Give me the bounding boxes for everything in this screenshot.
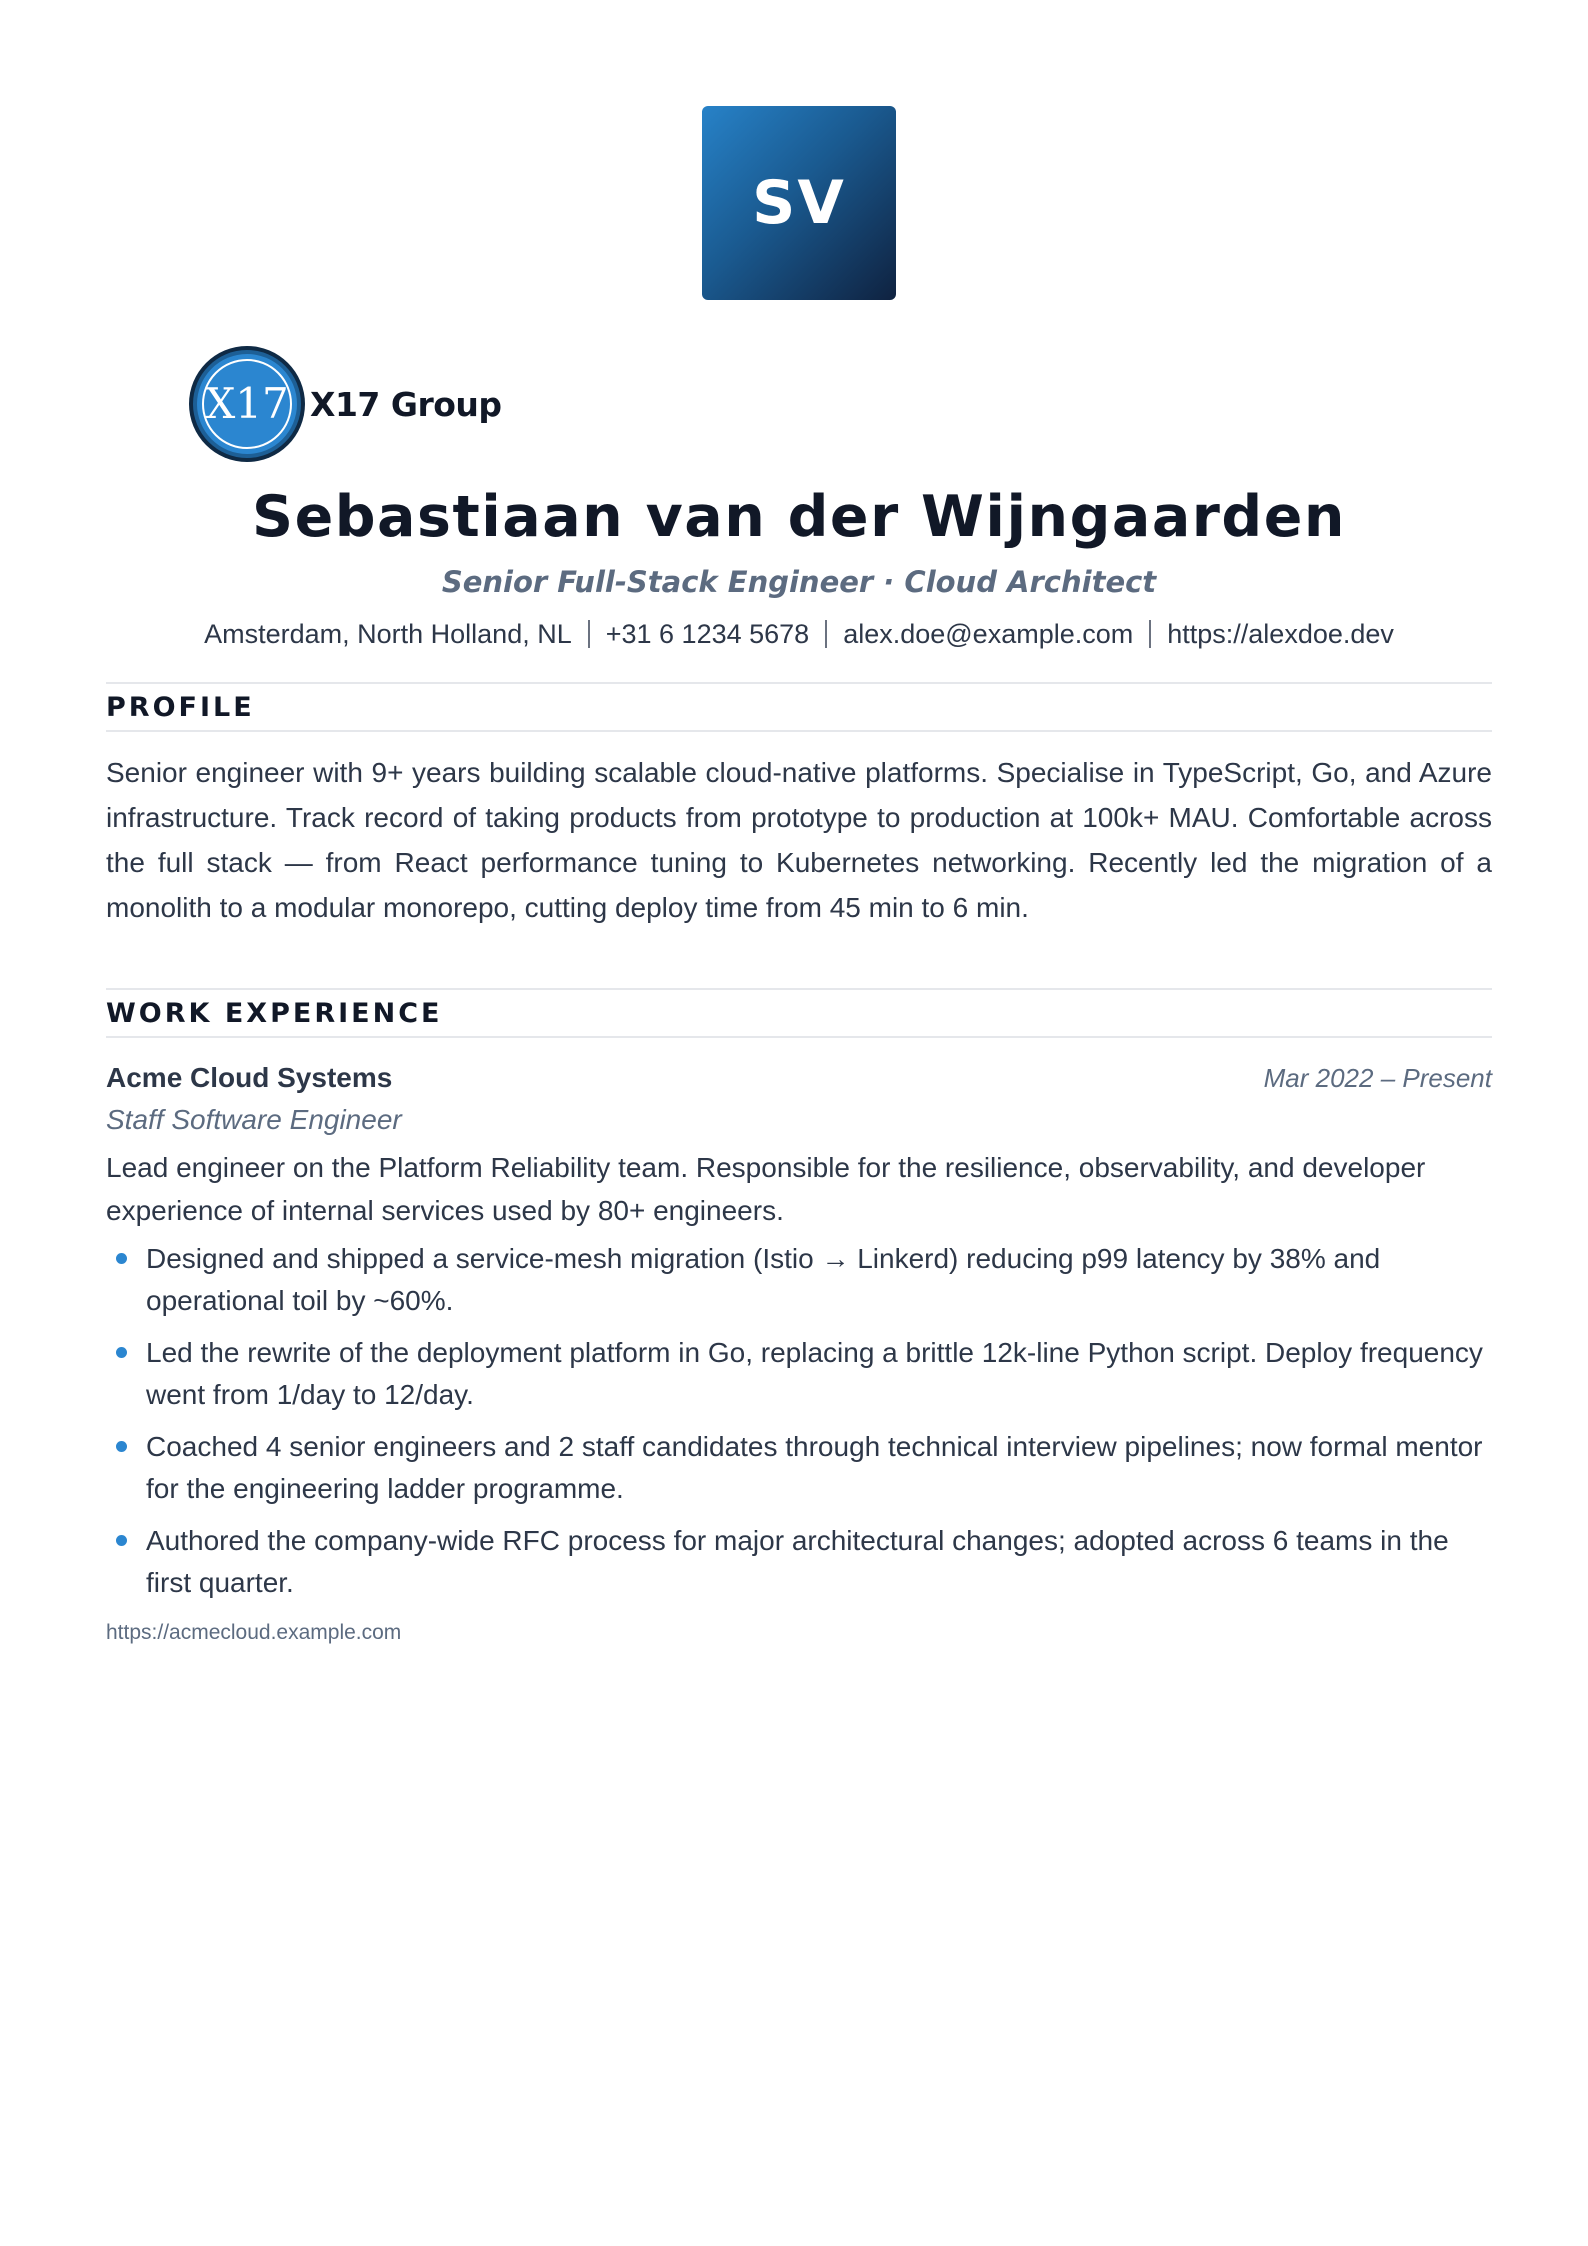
logo-badge-icon — [188, 345, 306, 463]
list-item — [106, 1520, 1492, 1604]
company-logo — [188, 344, 502, 464]
achievement-text: Designed and shipped a service-mesh migration (Istio → Linkerd) reducing p99 latency by 38% and operational toil by ~60%. — [146, 1243, 1381, 1316]
work-experience-heading: WORK EXPERIENCE — [106, 998, 443, 1029]
job-role: Staff Software Engineer — [106, 1104, 402, 1135]
job-dates: Mar 2022 – Present — [1263, 1063, 1492, 1093]
logo-text: X17 Group — [310, 384, 502, 424]
contact-separator — [588, 620, 590, 648]
section-divider — [106, 730, 1492, 732]
section-divider — [106, 1036, 1492, 1038]
resume-page — [106, 0, 1492, 2246]
contact-phone[interactable]: +31 6 1234 5678 — [605, 619, 810, 649]
achievement-text: Led the rewrite of the deployment platform in Go, replacing a brittle 12k-line Python script. Deploy frequency went from 1/day to 12/day. — [146, 1337, 1483, 1410]
achievement-text: Coached 4 senior engineers and 2 staff candidates through technical interview pipelines; now formal mentor for the engineering ladder programme. — [146, 1431, 1483, 1504]
job-achievements — [106, 1238, 1492, 1614]
list-item — [106, 1426, 1492, 1510]
job-company-link[interactable]: https://acmecloud.example.com — [106, 1621, 402, 1644]
contact-separator — [1149, 620, 1151, 648]
bullet-dot-icon — [116, 1347, 127, 1358]
job-summary: Lead engineer on the Platform Reliability team. Responsible for the resilience, observability, and developer experience of internal services used by 80+ engineers. — [106, 1152, 1426, 1226]
profile-heading: PROFILE — [106, 692, 255, 723]
bullet-dot-icon — [116, 1253, 127, 1264]
contact-location: Amsterdam, North Holland, NL — [204, 619, 572, 649]
list-item — [106, 1332, 1492, 1416]
svg-text:X17: X17 — [205, 379, 289, 428]
list-item — [106, 1238, 1492, 1322]
avatar — [702, 106, 896, 300]
job-company: Acme Cloud Systems — [106, 1062, 393, 1093]
section-divider — [106, 682, 1492, 684]
candidate-title: Senior Full-Stack Engineer · Cloud Architect — [441, 565, 1157, 599]
bullet-dot-icon — [116, 1535, 127, 1546]
achievement-text: Authored the company-wide RFC process for major architectural changes; adopted across 6 teams in the first quarter. — [146, 1525, 1449, 1598]
contact-website[interactable]: https://alexdoe.dev — [1167, 619, 1394, 649]
contact-line — [106, 614, 1492, 654]
candidate-name: Sebastiaan van der Wijngaarden — [252, 484, 1346, 550]
bullet-dot-icon — [116, 1441, 127, 1452]
section-divider — [106, 988, 1492, 990]
profile-summary: Senior engineer with 9+ years building scalable cloud-native platforms. Specialise in TypeScript, Go, and Azure infrastructure. Track record of taking products from prototype to production at 100k+ MAU. Comfortable across the full stack — from React performance tuning to Kubernetes networking. Recently led the migration of a monolith to a modular monorepo, cutting deploy time from 45 min to 6 min. — [106, 757, 1492, 923]
contact-separator — [825, 620, 827, 648]
avatar-initials: SV — [752, 168, 846, 238]
contact-email[interactable]: alex.doe@example.com — [843, 619, 1134, 649]
